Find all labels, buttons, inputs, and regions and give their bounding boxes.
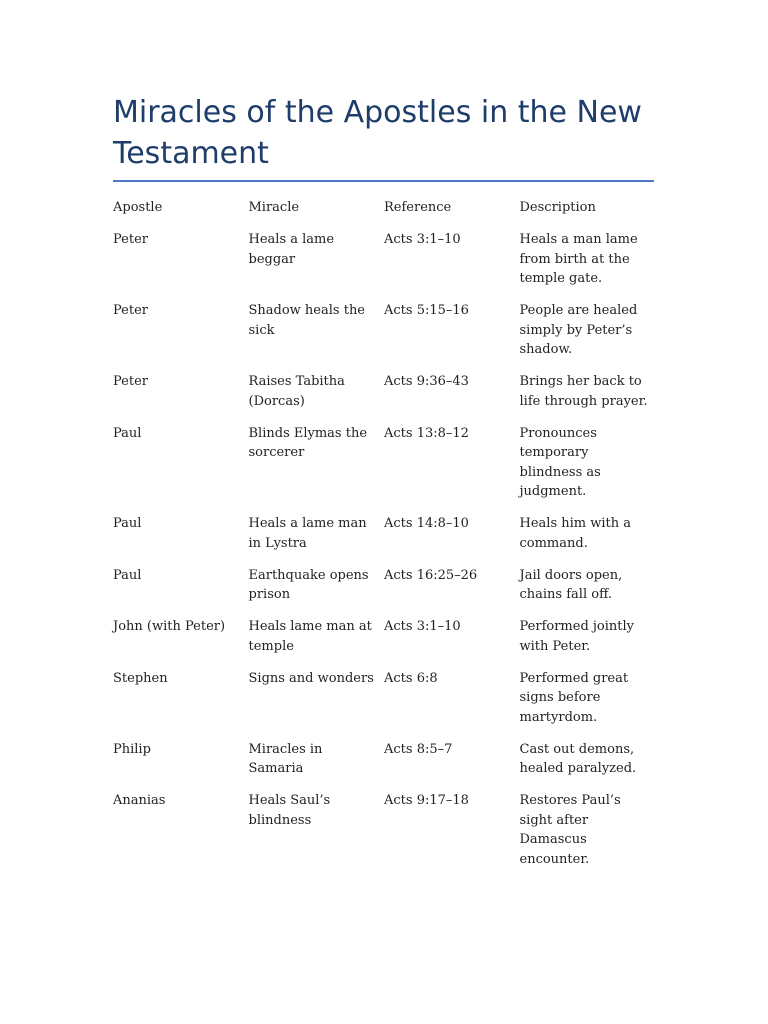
- cell-miracle: Miracles in Samaria: [248, 741, 323, 776]
- cell-reference: Acts 8:5–7: [384, 741, 453, 757]
- cell-description: Restores Paul’s sight after Damascus encounter.: [519, 793, 621, 867]
- header-miracle: Miracle: [248, 200, 300, 215]
- cell-apostle: Paul: [113, 567, 142, 583]
- cell-description: People are healed simply by Peter’s shadow.: [519, 303, 638, 357]
- cell-description: Heals a man lame from birth at the temple gate.: [519, 232, 638, 286]
- cell-apostle: John (with Peter): [113, 619, 226, 634]
- miracles-table: [113, 198, 654, 882]
- cell-miracle: Heals a lame beggar: [248, 232, 335, 267]
- page-title: Miracles of the Apostles in the New Testament: [113, 95, 642, 171]
- table-row: [113, 617, 654, 669]
- cell-reference: Acts 13:8–12: [384, 425, 469, 441]
- cell-miracle: Shadow heals the sick: [248, 303, 366, 338]
- cell-description: Brings her back to life through prayer.: [519, 374, 648, 409]
- cell-description: Jail doors open, chains fall off.: [519, 567, 623, 602]
- cell-miracle: Heals Saul’s blindness: [248, 793, 331, 828]
- cell-description: Cast out demons, healed paralyzed.: [519, 741, 637, 776]
- cell-reference: Acts 5:15–16: [384, 303, 469, 318]
- cell-reference: Acts 9:17–18: [384, 793, 469, 808]
- header-description: Description: [519, 200, 596, 215]
- table-row: [113, 669, 654, 740]
- header-reference: Reference: [384, 200, 452, 215]
- cell-miracle: Blinds Elymas the sorcerer: [248, 425, 368, 460]
- cell-reference: Acts 14:8–10: [384, 516, 469, 531]
- cell-miracle: Heals lame man at temple: [248, 619, 372, 654]
- cell-apostle: Paul: [113, 425, 142, 441]
- table-row: [113, 566, 654, 618]
- cell-description: Pronounces temporary blindness as judgment.: [519, 425, 601, 499]
- cell-apostle: Peter: [113, 374, 148, 389]
- cell-reference: Acts 3:1–10: [384, 232, 461, 247]
- cell-apostle: Stephen: [113, 670, 168, 686]
- cell-miracle: Raises Tabitha (Dorcas): [248, 374, 345, 409]
- title-underline: [113, 180, 654, 182]
- header-apostle: Apostle: [113, 200, 163, 215]
- cell-reference: Acts 3:1–10: [384, 619, 461, 634]
- cell-reference: Acts 9:36–43: [384, 374, 469, 389]
- cell-reference: Acts 16:25–26: [384, 567, 478, 583]
- cell-apostle: Ananias: [113, 793, 166, 808]
- cell-description: Heals him with a command.: [519, 516, 631, 551]
- cell-miracle: Heals a lame man in Lystra: [248, 516, 367, 551]
- table-row: [113, 514, 654, 566]
- table-header-row: [113, 198, 654, 230]
- cell-description: Performed jointly with Peter.: [519, 619, 635, 654]
- cell-reference: Acts 6:8: [384, 670, 438, 686]
- table-row: [113, 424, 654, 515]
- table-row: [113, 230, 654, 301]
- table-row: [113, 372, 654, 424]
- cell-apostle: Peter: [113, 303, 148, 318]
- table-row: [113, 791, 654, 882]
- cell-miracle: Earthquake opens prison: [248, 567, 369, 602]
- cell-description: Performed great signs before martyrdom.: [519, 670, 629, 725]
- cell-apostle: Paul: [113, 516, 142, 531]
- table-row: [113, 740, 654, 792]
- cell-miracle: Signs and wonders: [248, 670, 374, 686]
- cell-apostle: Peter: [113, 232, 148, 247]
- table-row: [113, 301, 654, 372]
- cell-apostle: Philip: [113, 741, 151, 757]
